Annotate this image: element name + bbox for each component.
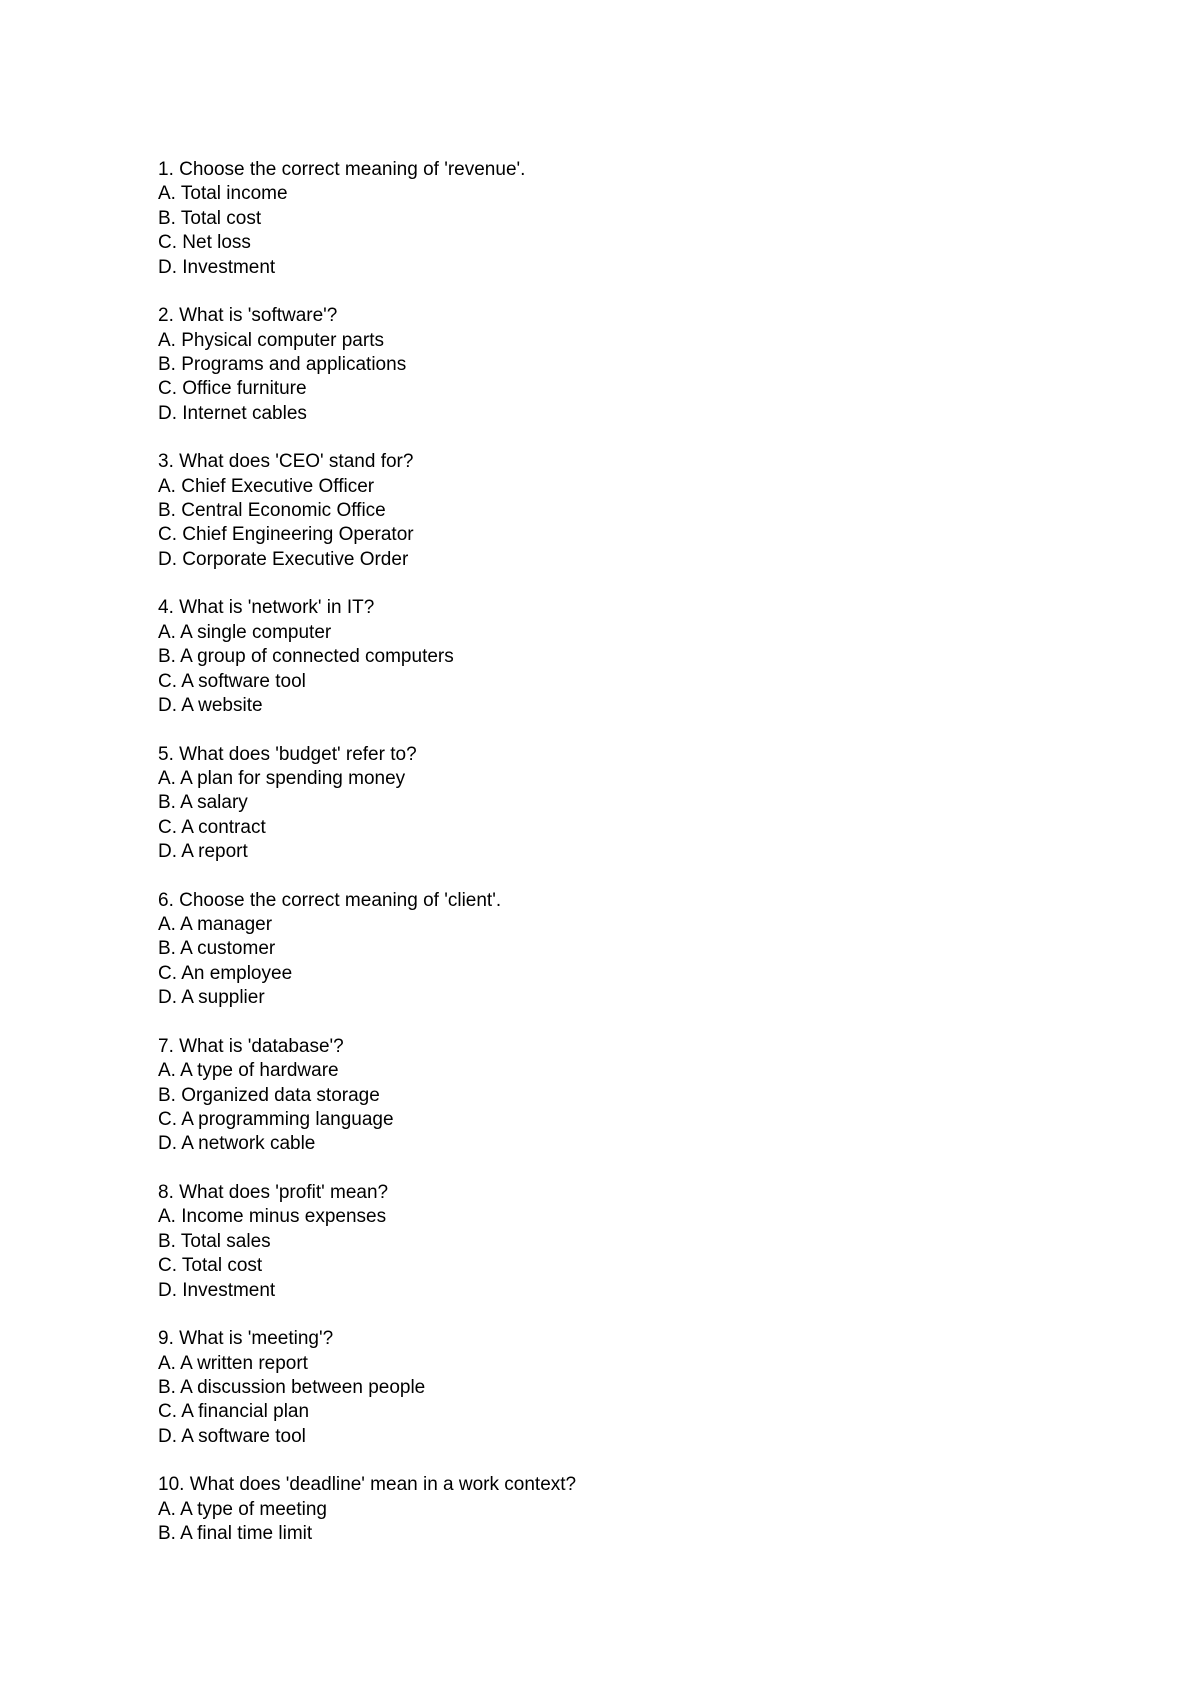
- answer-option: B. A final time limit: [158, 1523, 313, 1545]
- question-block: [158, 158, 1118, 280]
- question-block: [158, 596, 1118, 718]
- answer-option: D. A supplier: [158, 987, 265, 1009]
- question-text: 2. What is 'software'?: [158, 305, 338, 327]
- answer-option: C. Chief Engineering Operator: [158, 524, 414, 546]
- answer-option: B. A customer: [158, 938, 276, 960]
- question-block: [158, 743, 1118, 865]
- answer-option: C. A financial plan: [158, 1401, 310, 1423]
- answer-option: A. A manager: [158, 914, 273, 936]
- question-block: [158, 450, 1118, 572]
- answer-option: C. A contract: [158, 816, 266, 838]
- question-text: 7. What is 'database'?: [158, 1035, 344, 1057]
- answer-option: B. Total sales: [158, 1230, 271, 1252]
- answer-option: D. Corporate Executive Order: [158, 548, 409, 570]
- answer-option: B. Central Economic Office: [158, 500, 386, 522]
- answer-option: B. Total cost: [158, 207, 262, 229]
- answer-option: A. A plan for spending money: [158, 767, 406, 789]
- answer-option: C. A programming language: [158, 1109, 394, 1131]
- answer-option: C. An employee: [158, 962, 293, 984]
- answer-option: C. Office furniture: [158, 378, 307, 400]
- answer-option: B. A group of connected computers: [158, 646, 454, 668]
- question-text: 4. What is 'network' in IT?: [158, 597, 375, 619]
- answer-option: D. Investment: [158, 1279, 276, 1301]
- answer-option: B. Organized data storage: [158, 1084, 380, 1106]
- answer-option: D. A network cable: [158, 1133, 316, 1155]
- answer-option: D. A website: [158, 694, 263, 716]
- answer-option: D. A software tool: [158, 1425, 306, 1447]
- answer-option: A. A type of meeting: [158, 1498, 327, 1520]
- answer-option: B. A discussion between people: [158, 1376, 426, 1398]
- quiz-page: [158, 158, 1118, 1571]
- answer-option: D. Internet cables: [158, 402, 307, 424]
- question-block: [158, 889, 1118, 1011]
- answer-option: A. A single computer: [158, 621, 332, 643]
- answer-option: C. Total cost: [158, 1255, 263, 1277]
- question-text: 5. What does 'budget' refer to?: [158, 743, 417, 765]
- answer-option: A. A type of hardware: [158, 1060, 339, 1082]
- answer-option: A. A written report: [158, 1352, 308, 1374]
- question-text: 6. Choose the correct meaning of 'client'.: [158, 889, 502, 911]
- question-block: [158, 304, 1118, 426]
- question-text: 1. Choose the correct meaning of 'revenue'.: [158, 159, 526, 180]
- answer-option: A. Total income: [158, 183, 288, 205]
- answer-option: B. A salary: [158, 792, 248, 814]
- answer-option: A. Chief Executive Officer: [158, 475, 375, 497]
- answer-option: A. Physical computer parts: [158, 329, 384, 351]
- answer-option: A. Income minus expenses: [158, 1206, 387, 1228]
- question-text: 8. What does 'profit' mean?: [158, 1181, 389, 1203]
- question-block: [158, 1181, 1118, 1303]
- question-block: [158, 1473, 1118, 1546]
- answer-option: D. Investment: [158, 256, 276, 278]
- question-block: [158, 1035, 1118, 1157]
- answer-option: B. Programs and applications: [158, 353, 407, 375]
- question-text: 9. What is 'meeting'?: [158, 1328, 334, 1350]
- question-text: 10. What does 'deadline' mean in a work context?: [158, 1474, 577, 1496]
- question-block: [158, 1327, 1118, 1449]
- question-text: 3. What does 'CEO' stand for?: [158, 451, 414, 473]
- answer-option: C. A software tool: [158, 670, 306, 692]
- answer-option: C. Net loss: [158, 232, 251, 254]
- answer-option: D. A report: [158, 841, 248, 863]
